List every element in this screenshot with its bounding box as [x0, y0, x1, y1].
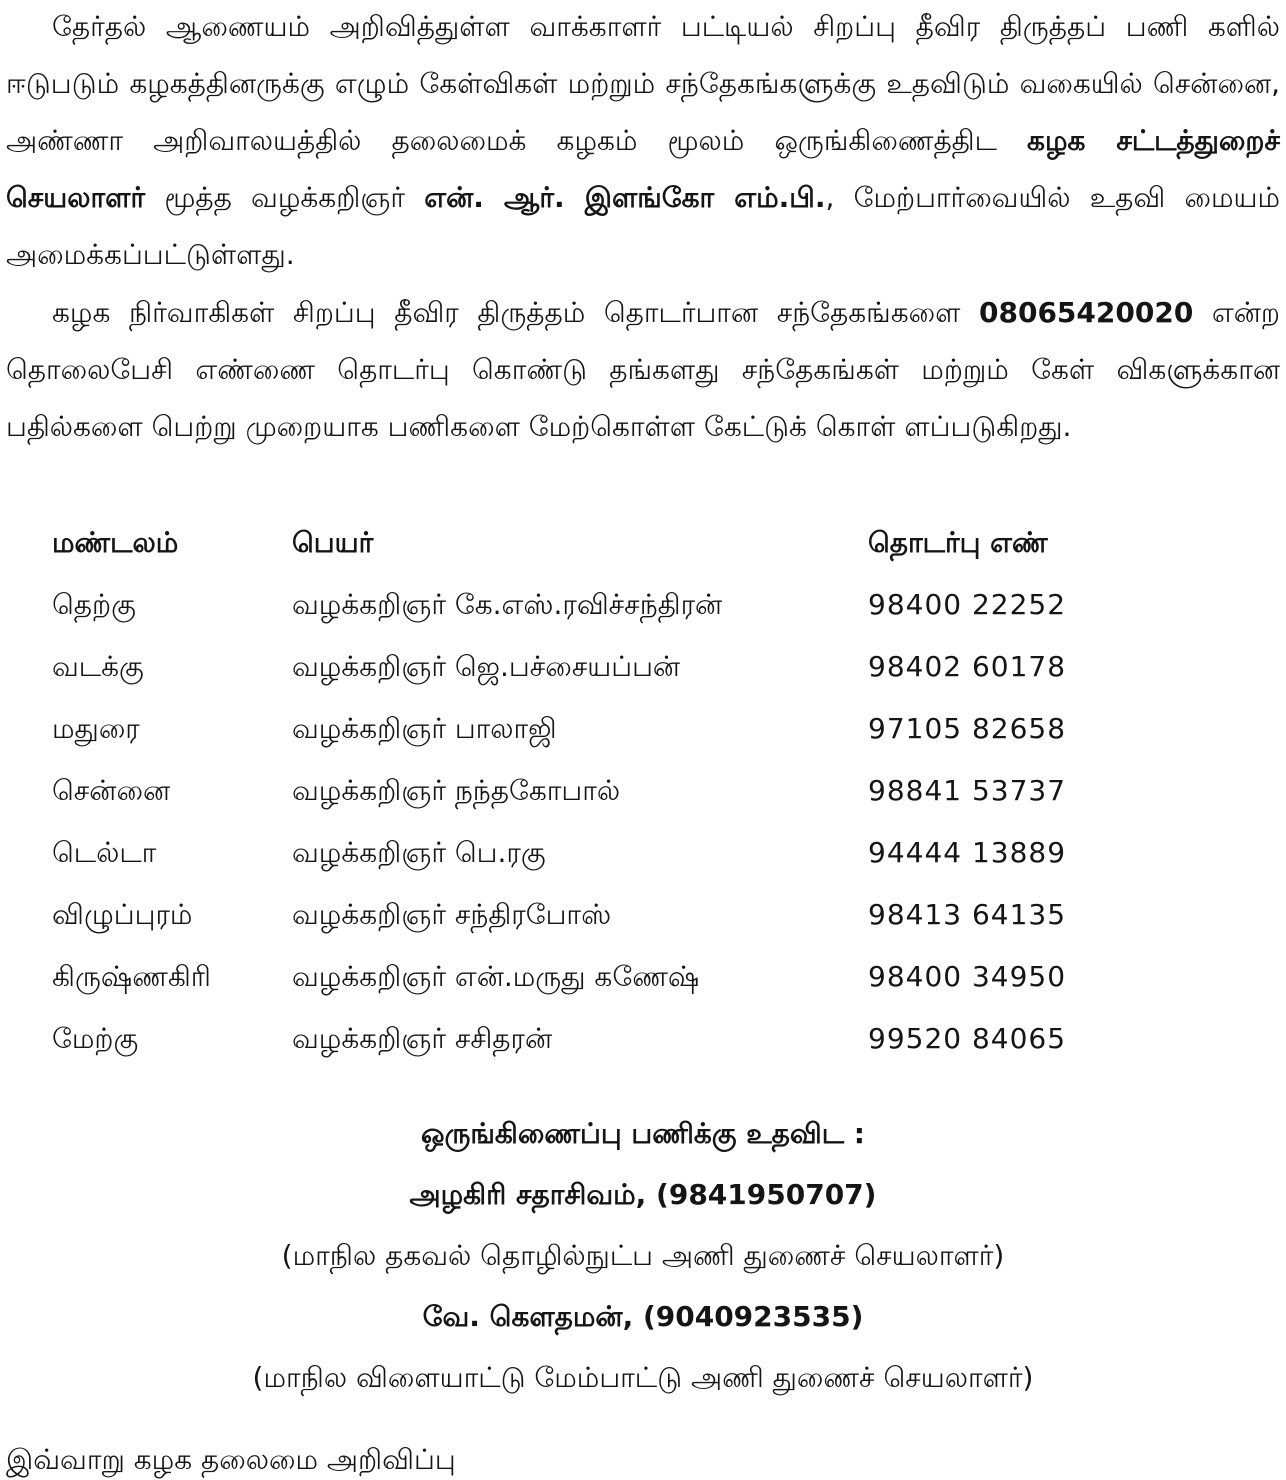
coordinator-1-name: அழகிரி சதாசிவம்: [409, 1178, 636, 1211]
name-cell: வழக்கறிஞர் சந்திரபோஸ்: [292, 898, 612, 931]
zone-cell: கிருஷ்ணகிரி: [52, 960, 211, 993]
coordinator-1: [0, 1164, 1286, 1225]
header-name: பெயர்: [292, 526, 374, 559]
name-cell: வழக்கறிஞர் பெ.ரகு: [292, 836, 546, 869]
zone-cell: விழுப்புரம்: [52, 898, 193, 931]
coordination-heading: ஒருங்கிணைப்பு பணிக்கு உதவிட :: [420, 1117, 865, 1150]
phone-cell: 98402 60178: [868, 650, 1067, 683]
legal-secretary-title: கழக சட்டத்துறைச் செயலாளர்: [6, 124, 1280, 214]
name-cell: வழக்கறிஞர் கே.எஸ்.ரவிச்சந்திரன்: [292, 588, 723, 621]
phone-cell: 94444 13889: [868, 836, 1067, 869]
phone-cell: 98413 64135: [868, 898, 1067, 931]
name-cell: வழக்கறிஞர் நந்தகோபால்: [292, 774, 621, 807]
intro-text-2: மூத்த வழக்கறிஞர்: [145, 181, 425, 214]
coordinator-2-phone: , (9040923535): [622, 1300, 864, 1333]
intro-text-1: தேர்தல் ஆணையம் அறிவித்துள்ள வாக்காளர் பட்டியல் சிறப்பு தீவிர திருத்தப் பணி களில் ஈடுபடும் கழகத்தினருக்கு எழும் கேள்விகள் மற்றும் சந்தேகங்களுக்கு உதவிடும் வகையில் சென்னை, அண்ணா அறிவாலயத்தில் தலைமைக் கழகம் மூலம் ஒருங்கிணைத்திட: [6, 10, 1280, 157]
coordinator-1-role: (மாநில தகவல் தொழில்நுட்ப அணி துணைச் செயலாளர்): [281, 1239, 1005, 1272]
helpline-paragraph: [6, 284, 1280, 455]
intro-paragraph: [6, 0, 1280, 283]
coordinator-2-name: வே. கௌதமன்: [422, 1300, 623, 1333]
phone-cell: 98841 53737: [868, 774, 1067, 807]
coordinator-2-role: (மாநில விளையாட்டு மேம்பாட்டு அணி துணைச் செயலாளர்): [252, 1361, 1034, 1394]
coordinator-1-phone: , (9841950707): [635, 1178, 877, 1211]
phone-cell: 97105 82658: [868, 712, 1067, 745]
phone-cell: 98400 22252: [868, 588, 1067, 621]
header-contact: தொடர்பு எண்: [868, 526, 1048, 559]
zone-cell: தெற்கு: [52, 588, 136, 621]
zone-cell: வடக்கு: [52, 650, 144, 683]
name-cell: வழக்கறிஞர் சசிதரன்: [292, 1022, 553, 1055]
phone-cell: 98400 34950: [868, 960, 1067, 993]
name-cell: வழக்கறிஞர் பாலாஜி: [292, 712, 557, 745]
helpline-text-1: கழக நிர்வாகிகள் சிறப்பு தீவிர திருத்தம் தொடர்பான சந்தேகங்களை: [52, 296, 979, 329]
legal-secretary-name: என். ஆர். இளங்கோ எம்.பி.: [424, 181, 826, 214]
zone-cell: மேற்கு: [52, 1022, 139, 1055]
zone-cell: டெல்டா: [52, 836, 157, 869]
name-cell: வழக்கறிஞர் ஜெ.பச்சையப்பன்: [292, 650, 681, 683]
name-cell: வழக்கறிஞர் என்.மருது கணேஷ்: [292, 960, 700, 993]
phone-cell: 99520 84065: [868, 1022, 1067, 1055]
coordinator-2: [0, 1286, 1286, 1347]
zone-cell: சென்னை: [52, 774, 171, 807]
intro-text-3: , மேற்பார்வையில் உதவி மையம் அமைக்கப்பட்டுள்ளது.: [6, 181, 1281, 271]
zone-cell: மதுரை: [52, 712, 140, 745]
helpline-number: 08065420020: [979, 296, 1194, 329]
cut-off-text-line: இவ்வாறு கழக தலைமை அறிவிப்பு: [6, 1443, 456, 1476]
helpline-text-2: என்ற தொலைபேசி எண்ணை தொடர்பு கொண்டு தங்களது சந்தேகங்கள் மற்றும் கேள் விகளுக்கான பதில்களை பெற்று முறையாக பணிகளை மேற்கொள்ள கேட்டுக் கொள் ளப்படுகிறது.: [6, 296, 1280, 443]
header-zone: மண்டலம்: [52, 526, 179, 559]
